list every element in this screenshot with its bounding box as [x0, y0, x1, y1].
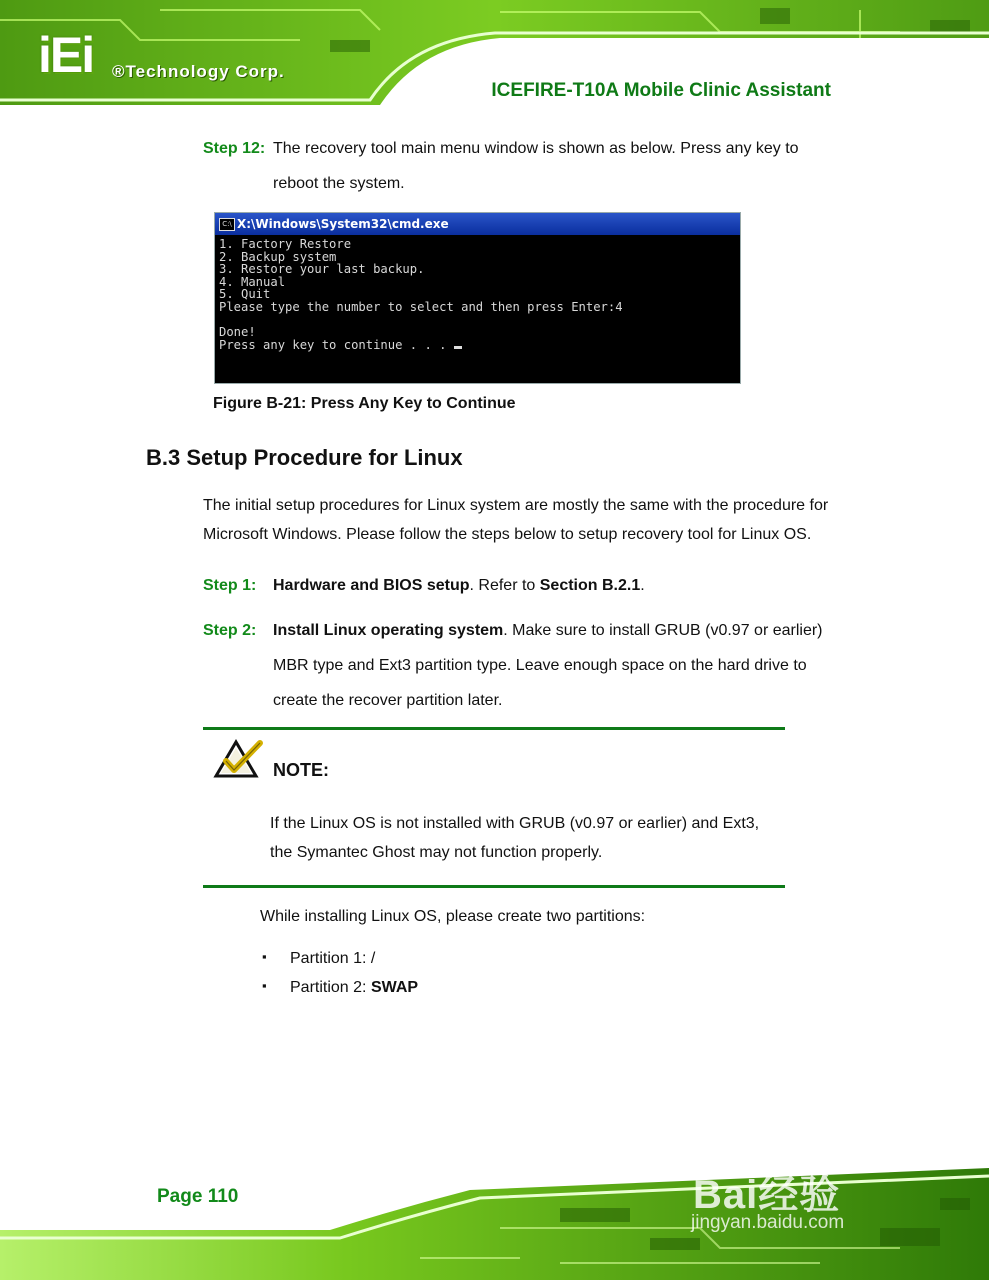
- step-1-text: [273, 576, 645, 596]
- step-2-bold-heading: Install Linux operating system: [273, 622, 504, 639]
- step-12-text-line1: The recovery tool main menu window is shown as below. Press any key to: [273, 140, 799, 157]
- section-reference: Section B.2.1: [539, 577, 641, 594]
- page-header: [0, 0, 989, 118]
- note-text-line1: If the Linux OS is not installed with GRUB (v0.97 or earlier) and Ext3,: [270, 815, 760, 832]
- company-name: ®Technology Corp.: [112, 62, 285, 81]
- intro-line2: Microsoft Windows. Please follow the steps below to setup recovery tool for Linux OS.: [203, 526, 812, 543]
- section-title: B.3 Setup Procedure for Linux: [146, 445, 463, 470]
- step-12-label: Step 12:: [203, 140, 266, 157]
- partitions-intro: While installing Linux OS, please create two partitions:: [260, 908, 646, 925]
- step-2-label: Step 2:: [203, 622, 257, 639]
- cmd-line: 1. Factory Restore: [219, 237, 352, 251]
- partition-2-bold: SWAP: [370, 979, 419, 996]
- cmd-window-screenshot: [214, 212, 741, 384]
- cmd-line: [219, 314, 740, 327]
- figure-caption: Figure B-21: Press Any Key to Continue: [213, 395, 516, 412]
- cmd-icon: C:\: [219, 218, 235, 231]
- bullet-icon: ▪: [262, 978, 267, 993]
- iei-logo: iEi: [38, 27, 94, 83]
- step-1-end-text: .: [640, 577, 645, 594]
- note-text-line2: the Symantec Ghost may not function properly.: [270, 844, 603, 861]
- step-1-mid-text: . Refer to: [469, 577, 540, 594]
- watermark-logo-text: Bai经验: [693, 1173, 841, 1217]
- step-2-text-line1: [273, 621, 823, 641]
- document-title: ICEFIRE-T10A Mobile Clinic Assistant: [491, 80, 831, 101]
- cmd-line: [219, 339, 740, 352]
- step-2-text-line3: create the recover partition later.: [273, 692, 503, 709]
- step-1-label: Step 1:: [203, 577, 257, 594]
- step-1-bold-heading: Hardware and BIOS setup: [273, 577, 470, 594]
- cmd-line: Please type the number to select and then press Enter:4: [219, 299, 623, 314]
- partition-1-item: [290, 949, 375, 969]
- cmd-line: 5. Quit: [219, 287, 271, 302]
- cursor-icon: [454, 346, 462, 349]
- note-bottom-rule: [203, 885, 785, 888]
- cmd-output: [215, 235, 740, 351]
- cmd-titlebar: [215, 213, 740, 235]
- partition-2-item: [290, 978, 418, 998]
- step-12-text-line2: reboot the system.: [273, 175, 405, 192]
- page-number: Page 110: [157, 1186, 239, 1207]
- intro-line1: The initial setup procedures for Linux system are mostly the same with the procedure for: [203, 497, 829, 514]
- cmd-line: Done!: [219, 325, 256, 340]
- cmd-line: 3. Restore your last backup.: [219, 262, 425, 277]
- cmd-prompt-text: Press any key to continue . . .: [219, 337, 454, 352]
- note-title: NOTE:: [273, 760, 329, 780]
- note-top-rule: [203, 727, 785, 730]
- cmd-title: X:\Windows\System32\cmd.exe: [237, 217, 449, 231]
- step-2-text-line2: MBR type and Ext3 partition type. Leave enough space on the hard drive to: [273, 657, 807, 674]
- partition-2-text: Partition 2:: [290, 979, 371, 996]
- list-item: [262, 978, 267, 998]
- cmd-line: 4. Manual: [219, 274, 286, 289]
- bullet-icon: ▪: [262, 949, 267, 964]
- cmd-line: 2. Backup system: [219, 249, 337, 264]
- partition-1-text: Partition 1: /: [290, 950, 376, 967]
- watermark-url: jingyan.baidu.com: [691, 1212, 845, 1233]
- step-2-line1-rest: . Make sure to install GRUB (v0.97 or earlier): [503, 622, 823, 639]
- baidu-watermark: [687, 1158, 927, 1248]
- list-item: [262, 949, 267, 969]
- note-checkmark-icon: [212, 739, 264, 779]
